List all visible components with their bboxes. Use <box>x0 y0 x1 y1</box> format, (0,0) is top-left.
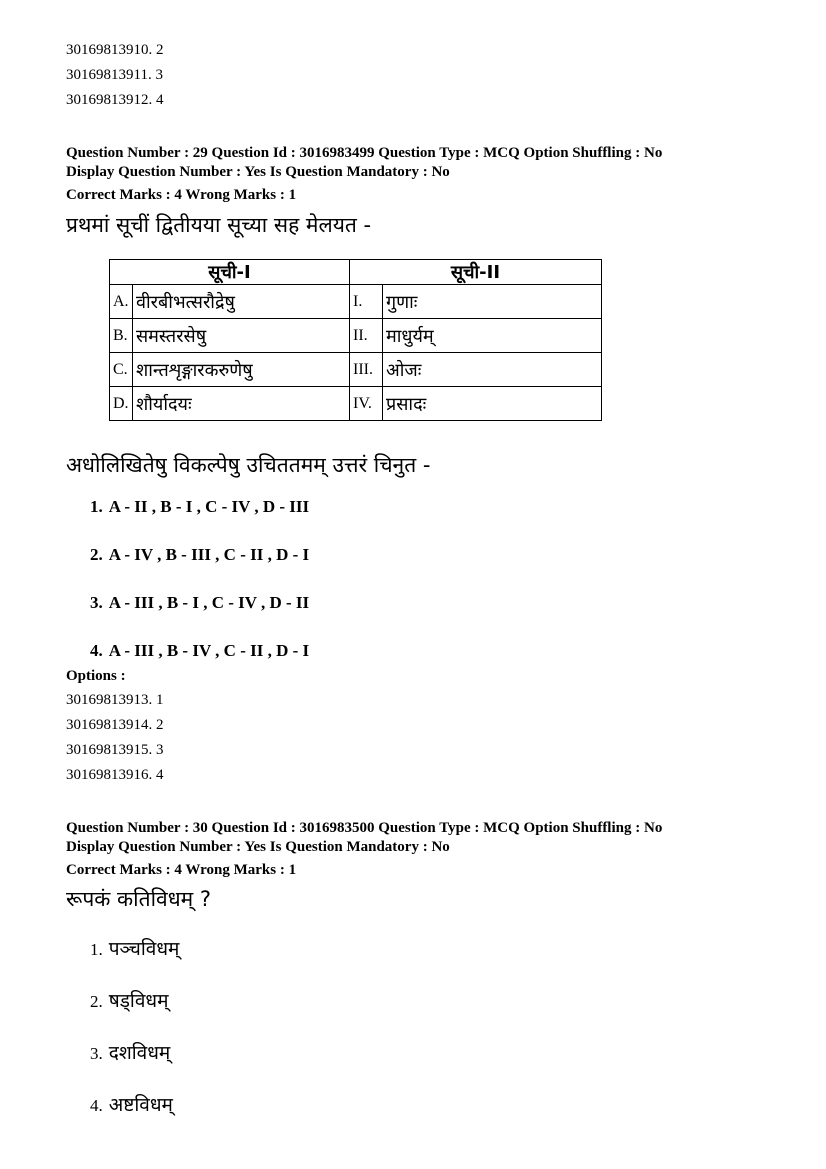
q30-meta-line-1: Question Number : 30 Question Id : 3016983500 Question Type : MCQ Option Shuffling : No <box>66 820 663 836</box>
choice-text: षड्विधम् <box>108 990 169 1012</box>
q29-options-label: Options : <box>66 668 126 684</box>
choice-text: अष्टविधम् <box>108 1094 173 1116</box>
row-d-left-value <box>133 387 350 421</box>
q29-option-id-1: 30169813913. 1 <box>66 692 164 708</box>
row-d-right-label: IV. <box>350 387 383 421</box>
row-c-right-text: ओजः <box>386 359 422 381</box>
row-b-right-label: II. <box>350 319 383 353</box>
list-1-header <box>110 260 350 285</box>
table-row <box>110 285 602 319</box>
q29-option-id-2: 30169813914. 2 <box>66 717 164 733</box>
q29-instruction: अधोलिखितेषु विकल्पेषु उचिततमम् उत्तरं चिनुत - <box>66 453 431 477</box>
row-c-right-label: III. <box>350 353 383 387</box>
choice-text: A - II , B - I , C - IV , D - III <box>108 497 310 516</box>
table-row <box>110 353 602 387</box>
q29-match-table <box>109 259 602 421</box>
prev-option-1: 30169813910. 2 <box>66 42 164 58</box>
q30-choice-4 <box>90 1091 173 1117</box>
table-row <box>110 319 602 353</box>
choice-number: 1. <box>90 940 103 959</box>
q29-choice-2 <box>90 545 309 565</box>
row-c-label: C. <box>110 353 133 387</box>
q30-choice-2 <box>90 987 168 1013</box>
choice-number: 2. <box>90 992 103 1011</box>
row-a-right-label: I. <box>350 285 383 319</box>
q29-option-id-4: 30169813916. 4 <box>66 767 164 783</box>
choice-text: A - III , B - I , C - IV , D - II <box>108 593 310 612</box>
prev-option-2: 30169813911. 3 <box>66 67 163 83</box>
row-a-right-value <box>383 285 602 319</box>
q29-meta-line-2: Display Question Number : Yes Is Question Mandatory : No <box>66 164 450 180</box>
q29-meta-line-1: Question Number : 29 Question Id : 3016983499 Question Type : MCQ Option Shuffling : No <box>66 145 663 161</box>
q30-prompt: रूपकं कतिविधम् ? <box>66 887 211 911</box>
row-b-right-text: माधुर्यम् <box>386 325 434 347</box>
row-c-right-value <box>383 353 602 387</box>
choice-text: A - III , B - IV , C - II , D - I <box>108 641 310 660</box>
row-a-right-text: गुणाः <box>386 291 418 313</box>
prev-option-3: 30169813912. 4 <box>66 92 164 108</box>
q29-option-id-3: 30169813915. 3 <box>66 742 164 758</box>
list-1-header-text: सूची-I <box>208 262 251 283</box>
row-d-right-text: प्रसादः <box>386 393 427 415</box>
row-d-label: D. <box>110 387 133 421</box>
table-header-row <box>110 260 602 285</box>
choice-number: 1. <box>90 497 103 516</box>
q30-meta-line-2: Display Question Number : Yes Is Question Mandatory : No <box>66 839 450 855</box>
row-b-left-value <box>133 319 350 353</box>
q29-meta-line-3: Correct Marks : 4 Wrong Marks : 1 <box>66 187 297 203</box>
q29-choice-1 <box>90 497 309 517</box>
row-a-left-text: वीरबीभत्सरौद्रेषु <box>136 291 235 313</box>
row-b-label: B. <box>110 319 133 353</box>
q30-choice-1 <box>90 935 179 961</box>
choice-number: 3. <box>90 1044 103 1063</box>
row-b-right-value <box>383 319 602 353</box>
row-d-left-text: शौर्यादयः <box>136 393 192 415</box>
row-c-left-value <box>133 353 350 387</box>
q30-meta-line-3: Correct Marks : 4 Wrong Marks : 1 <box>66 862 297 878</box>
list-2-header <box>350 260 602 285</box>
choice-number: 4. <box>90 641 103 660</box>
q29-choice-3 <box>90 593 309 613</box>
row-c-left-text: शान्तशृङ्गारकरुणेषु <box>136 359 253 381</box>
row-d-right-value <box>383 387 602 421</box>
choice-number: 3. <box>90 593 103 612</box>
choice-number: 2. <box>90 545 103 564</box>
table-row <box>110 387 602 421</box>
choice-text: पञ्चविधम् <box>108 938 180 960</box>
choice-text: दशविधम् <box>108 1042 171 1064</box>
q29-prompt: प्रथमां सूचीं द्वितीयया सूच्या सह मेलयत - <box>66 213 372 237</box>
choice-number: 4. <box>90 1096 103 1115</box>
list-2-header-text: सूची-II <box>450 262 501 283</box>
choice-text: A - IV , B - III , C - II , D - I <box>108 545 310 564</box>
row-a-left-value <box>133 285 350 319</box>
row-a-label: A. <box>110 285 133 319</box>
row-b-left-text: समस्तरसेषु <box>136 325 207 347</box>
q29-choice-4 <box>90 641 309 661</box>
q30-choice-3 <box>90 1039 170 1065</box>
